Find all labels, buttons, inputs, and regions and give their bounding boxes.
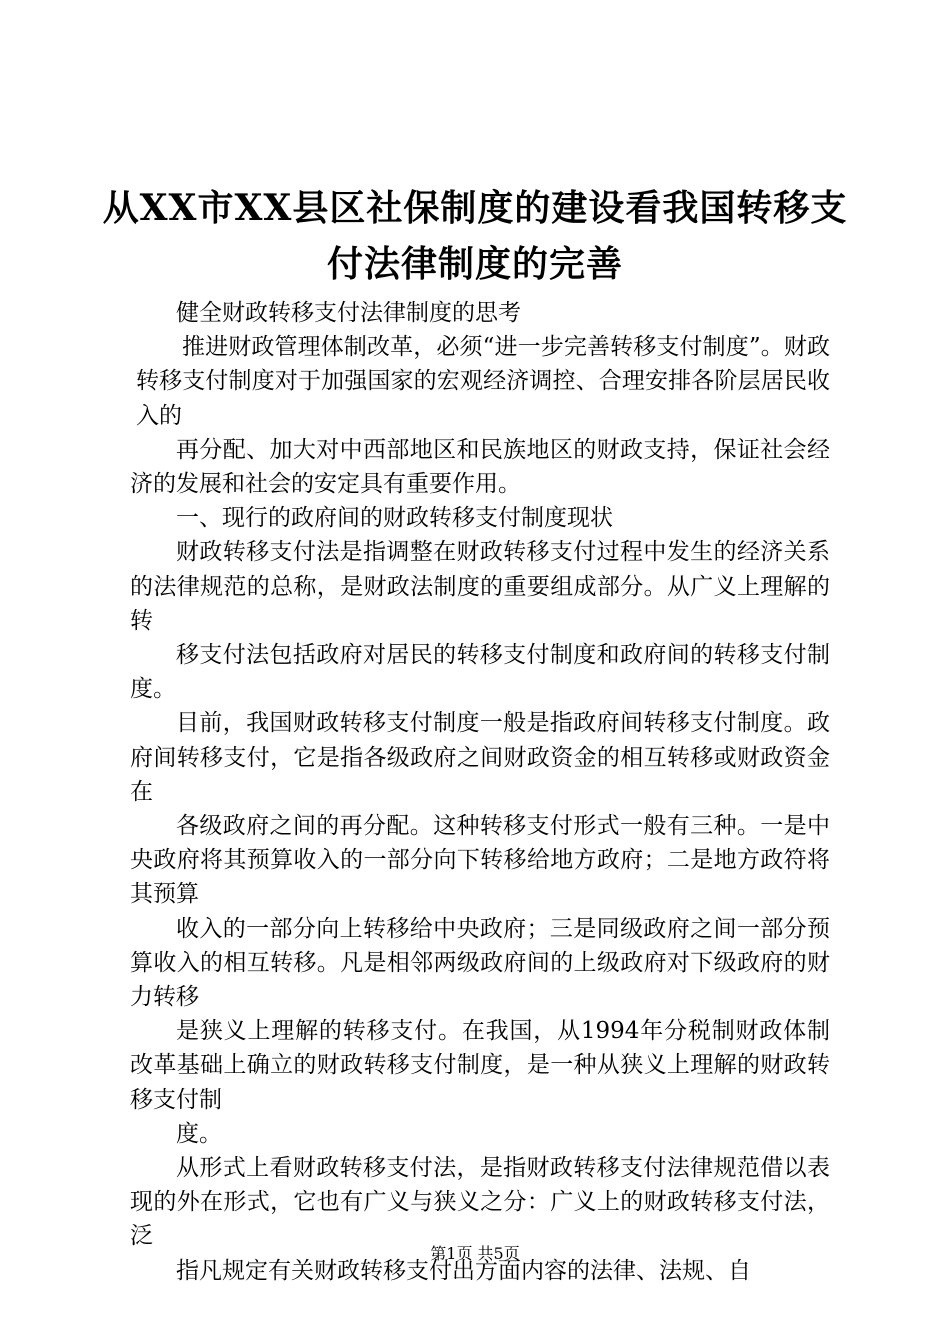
paragraph: 是狭义上理解的转移支付。在我国，从1994年分税制财政体制改革基础上确立的财政转移支付制度，是一种从狭义上理解的财政转移支付制	[130, 1018, 830, 1113]
paragraph-subtitle: 健全财政转移支付法律制度的思考	[176, 300, 521, 326]
paragraph: 收入的一部分向上转移给中央政府；三是同级政府之间一部分预算收入的相互转移。凡是相邻两级政府间的上级政府对下级政府的财力转移	[130, 915, 830, 1011]
paragraph: 目前，我国财政转移支付制度一般是指政府间转移支付制度。政府间转移支付，它是指各级政府之间财政资金的相互转移或财政资金在	[130, 710, 830, 805]
paragraph: 各级政府之间的再分配。这种转移支付形式一般有三种。一是中央政府将其预算收入的一部分向下转移给地方政府；二是地方政符将其预算	[130, 813, 830, 908]
paragraph: 推进财政管理体制改革，必须“进一步完善转移支付制度”。财政转移支付制度对于加强国家的宏观经济调控、合理安排各阶层居民收入的	[136, 334, 830, 429]
paragraph: 财政转移支付法是指调整在财政转移支付过程中发生的经济关系的法律规范的总称，是财政法制度的重要组成部分。从广义上理解的转	[130, 539, 830, 634]
paragraph: 度。	[176, 1120, 222, 1147]
paragraph: 再分配、加大对中西部地区和民族地区的财政支持，保证社会经济的发展和社会的安定具有重要作用。	[130, 436, 830, 498]
page-number: 第1页 共5页	[430, 1244, 520, 1263]
paragraph: 指凡规定有关财政转移支付出方面内容的法律、法规、自	[176, 1257, 751, 1284]
document-body	[130, 296, 830, 1288]
paragraph: 从形式上看财政转移支付法，是指财政转移支付法律规范借以表现的外在形式，它也有广义与狭义之分：广义上的财政转移支付法，泛	[130, 1155, 830, 1250]
section-heading: 一、现行的政府间的财政转移支付制度现状	[176, 505, 613, 532]
document-title: 从XX市XX县区社保制度的建设看我国转移支付法律制度的完善	[102, 187, 848, 285]
paragraph: 移支付法包括政府对居民的转移支付制度和政府间的转移支付制度。	[130, 642, 830, 703]
